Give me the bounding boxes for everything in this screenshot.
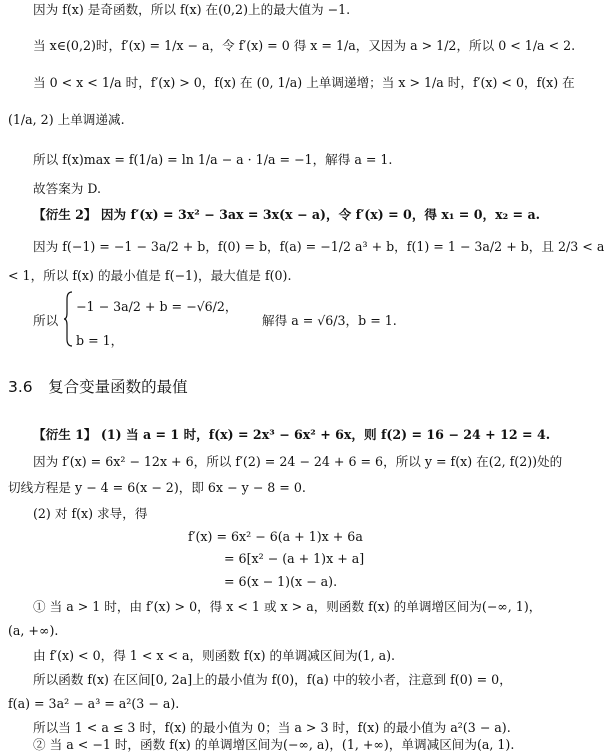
text-line: 因为 f(x) 是奇函数，所以 f(x) 在(0,2)上的最大值为 −1. — [33, 2, 351, 17]
text-line: 因为 f(−1) = −1 − 3a/2 + b，f(0) = b，f(a) = −1/2 a³ + b，f(1) = 1 − 3a/2 + b，且 2/3 < a — [33, 239, 604, 254]
text-line: 解得 a = √6/3，b = 1. — [262, 313, 397, 328]
text-line: ② 当 a < −1 时，函数 f(x) 的单调增区间为(−∞, a)，(1, +∞)，单调减区间为(a, 1). — [33, 737, 515, 752]
text-line: 所以函数 f(x) 在区间[0, 2a]上的最小值为 f(0)，f(a) 中的较小者，注意到 f(0) = 0， — [33, 672, 512, 687]
equation-line: f′(x) = 6x² − 6(a + 1)x + 6a — [188, 529, 363, 544]
text-line: b = 1， — [76, 333, 124, 348]
text-line: (2) 对 f(x) 求导，得 — [33, 506, 148, 521]
text-line: 当 x∈(0,2)时，f′(x) = 1/x − a，令 f′(x) = 0 得 x = 1/a，又因为 a > 1/2，所以 0 < 1/a < 2. — [33, 38, 576, 53]
equation-line: = 6[x² − (a + 1)x + a] — [224, 551, 365, 566]
text-line: −1 − 3a/2 + b = −√6/2， — [76, 299, 238, 314]
text-line: 所以当 1 < a ≤ 3 时，f(x) 的最小值为 0；当 a > 3 时，f(x) 的最小值为 a²(3 − a). — [33, 720, 511, 735]
text-line: 由 f′(x) < 0，得 1 < x < a，则函数 f(x) 的单调减区间为(1, a). — [33, 648, 396, 663]
left-brace-icon — [63, 291, 73, 347]
text-line: 【衍生 2】 因为 f′(x) = 3x² − 3ax = 3x(x − a)，令 f′(x) = 0，得 x₁ = 0，x₂ = a. — [33, 207, 540, 222]
text-line: (a, +∞). — [8, 623, 59, 638]
text-line: 因为 f′(x) = 6x² − 12x + 6，所以 f′(2) = 24 − 24 + 6 = 6，所以 y = f(x) 在(2, f(2))处的 — [33, 454, 563, 469]
text-line: 【衍生 1】 (1) 当 a = 1 时，f(x) = 2x³ − 6x² + 6x，则 f(2) = 16 − 24 + 12 = 4. — [33, 427, 551, 442]
text-line: < 1，所以 f(x) 的最小值是 f(−1)，最大值是 f(0). — [8, 268, 292, 283]
text-line: 当 0 < x < 1/a 时，f′(x) > 0，f(x) 在 (0, 1/a) 上单调递增；当 x > 1/a 时，f′(x) < 0，f(x) 在 — [33, 75, 575, 90]
text-line: f(a) = 3a² − a³ = a²(3 − a). — [8, 696, 180, 711]
text-line: 故答案为 D. — [33, 181, 102, 196]
text-line: 所以 f(x)max = f(1/a) = ln 1/a − a · 1/a = −1，解得 a = 1. — [33, 152, 393, 167]
text-line: 切线方程是 y − 4 = 6(x − 2)，即 6x − y − 8 = 0. — [8, 480, 306, 495]
text-line: 所以 — [33, 313, 59, 328]
equation-line: = 6(x − 1)(x − a). — [224, 574, 338, 589]
section-heading: 3.6 复合变量函数的最值 — [8, 378, 188, 396]
text-line: (1/a, 2) 上单调递减. — [8, 112, 125, 127]
text-line: ① 当 a > 1 时，由 f′(x) > 0，得 x < 1 或 x > a，则函数 f(x) 的单调增区间为(−∞, 1)， — [33, 599, 542, 614]
